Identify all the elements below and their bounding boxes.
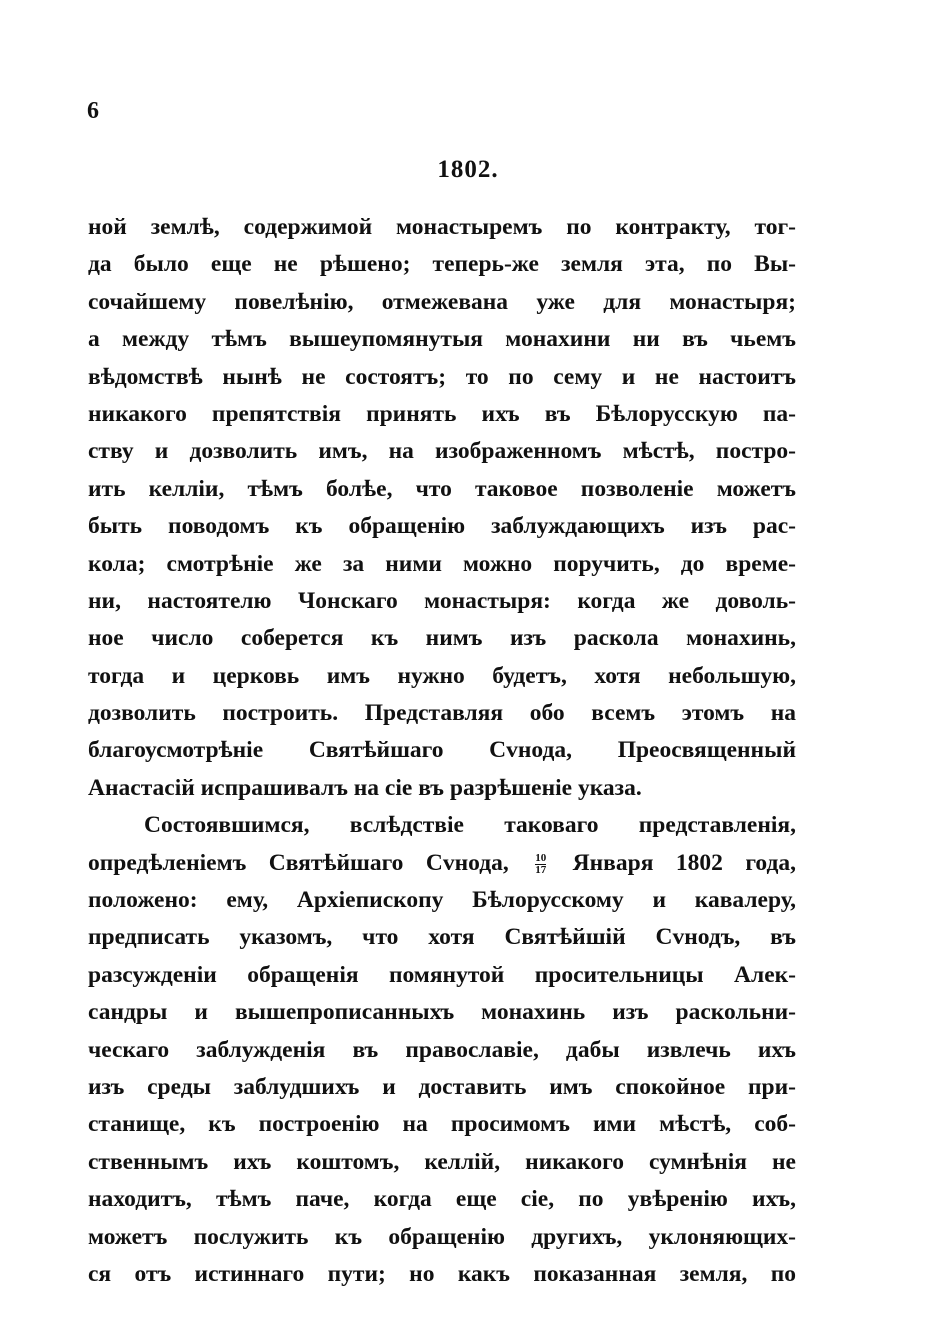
text-line: вѣдомствѣ нынѣ не состоятъ; то по сему и не настоитъ <box>88 363 796 390</box>
year-heading: 1802. <box>437 156 499 183</box>
text-segment: Января 1802 года, <box>572 849 796 876</box>
text-line: Анастасій испрашивалъ на сіе въ разрѣшеніе указа. <box>88 774 642 801</box>
text-line: изъ среды заблудшихъ и доставить имъ спокойное при- <box>88 1073 796 1100</box>
text-line: тогда и церковь имъ нужно будетъ, хотя небольшую, <box>88 662 796 689</box>
text-line: положено: ему, Архіепископу Бѣлорусскому и кавалеру, <box>88 887 796 914</box>
text-line: ческаго заблужденія въ православіе, дабы извлечь ихъ <box>88 1036 796 1063</box>
text-line: ное число соберется къ нимъ изъ раскола монахинь, <box>88 625 796 652</box>
text-line: никакого препятствія принять ихъ въ Бѣлорусскую па- <box>88 400 796 427</box>
text-line: разсужденіи обращенія помянутой просительницы Алек- <box>88 961 796 988</box>
text-line: быть поводомъ къ обращенію заблуждающихъ изъ рас- <box>88 513 796 540</box>
text-line: сандры и вышепрописанныхъ монахинь изъ раскольни- <box>88 999 796 1026</box>
text-line: кола; смотрѣніе же за ними можно поручить, до време- <box>88 550 796 577</box>
text-line: благоусмотрѣніе Святѣйшаго Сvнода, Преосвященный <box>88 737 796 764</box>
text-line: предписать указомъ, что хотя Святѣйшій Сvнодъ, въ <box>88 924 796 951</box>
text-segment: опредѣленіемъ Святѣйшаго Сvнода, <box>88 849 509 876</box>
text-line: станище, къ построенію на просимомъ ими мѣстѣ, соб- <box>88 1111 796 1138</box>
text-line: ить келліи, тѣмъ болѣе, что таковое позволеніе можетъ <box>88 475 796 502</box>
text-line: Состоявшимся, вслѣдствіе таковаго представленія, <box>144 812 796 839</box>
date-fraction-numerator: 10 <box>535 851 547 864</box>
text-line: а между тѣмъ вышеупомянутыя монахини ни въ чьемъ <box>88 326 796 353</box>
text-line: ственнымъ ихъ коштомъ, келлій, никакого сумнѣнія не <box>88 1148 796 1175</box>
text-line: ся отъ истиннаго пути; но какъ показанная земля, по <box>88 1260 796 1287</box>
page-number: 6 <box>87 98 99 124</box>
paragraph-1 <box>88 209 796 807</box>
text-line: да было еще не рѣшено; теперь-же земля эта, по Вы- <box>88 251 796 278</box>
body-text <box>88 209 796 1293</box>
text-line: сочайшему повелѣнію, отмежевана уже для монастыря; <box>88 288 796 315</box>
text-line: ни, настоятелю Чонскаго монастыря: когда же доволь- <box>88 587 796 614</box>
text-line: ству и дозволить имъ, на изображенномъ мѣстѣ, постро- <box>88 438 796 465</box>
text-line-with-date <box>88 845 796 882</box>
date-fraction <box>535 853 546 876</box>
text-line: находитъ, тѣмъ паче, когда еще сіе, по увѣренію ихъ, <box>88 1186 796 1213</box>
date-fraction-denominator: 17 <box>535 863 547 876</box>
paragraph-2 <box>88 807 796 1293</box>
text-line: можетъ послужить къ обращенію другихъ, уклоняющих- <box>88 1223 796 1250</box>
text-line: дозволить построить. Представляя обо всемъ этомъ на <box>88 700 796 727</box>
text-line: ной землѣ, содержимой монастыремъ по контракту, тог- <box>88 214 796 240</box>
